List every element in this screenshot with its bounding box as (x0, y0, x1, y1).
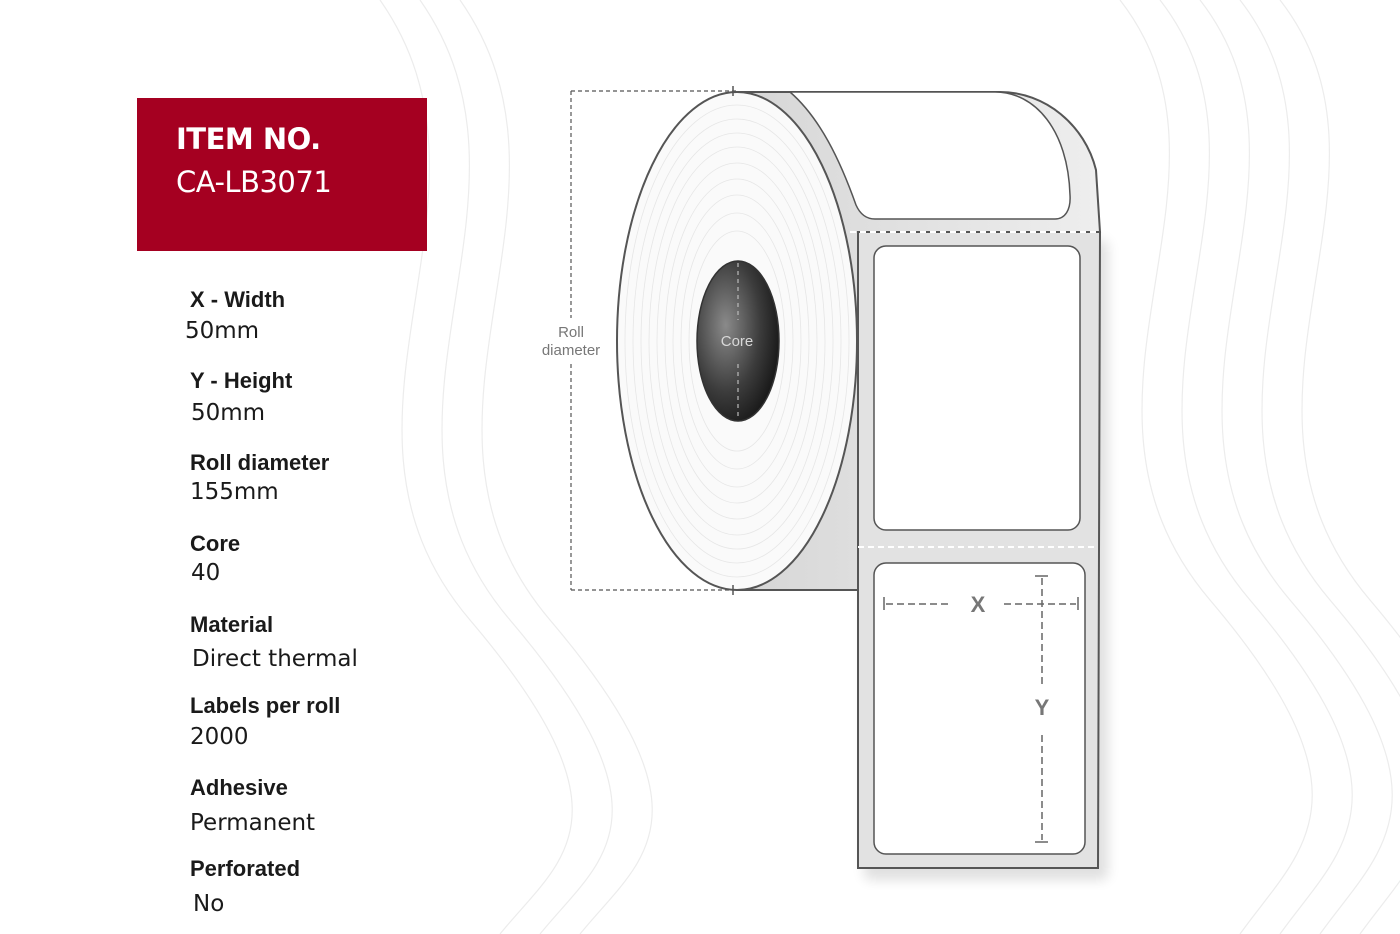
y-dimension-label: Y (1034, 695, 1050, 720)
spec-label-perforated: Perforated (190, 856, 301, 881)
spec-label-adhesive: Adhesive (190, 775, 288, 800)
label-sheet (874, 246, 1080, 530)
roll-diameter-label-line1: Roll (558, 324, 584, 341)
spec-value-width: 50mm (185, 318, 260, 344)
spec-label-labels-per-roll: Labels per roll (190, 693, 341, 718)
spec-label-material: Material (190, 612, 274, 637)
x-dimension-label: X (970, 592, 986, 617)
spec-value-material: Direct thermal (192, 646, 358, 672)
core-label: Core (720, 333, 754, 350)
spec-label-roll-diameter: Roll diameter (190, 450, 330, 475)
spec-label-height: Y - Height (190, 368, 293, 393)
spec-label-core: Core (190, 531, 241, 556)
spec-value-labels-per-roll: 2000 (190, 724, 249, 750)
label-roll-diagram (530, 80, 1120, 890)
roll-diameter-label-line2: diameter (541, 342, 601, 359)
item-number-banner (137, 98, 427, 251)
spec-label-width: X - Width (190, 287, 286, 312)
spec-value-height: 50mm (191, 400, 266, 426)
spec-value-roll-diameter: 155mm (190, 479, 279, 505)
spec-value-core: 40 (191, 560, 221, 586)
spec-value-perforated: No (193, 891, 225, 917)
item-number: CA-LB3071 (176, 165, 332, 199)
spec-value-adhesive: Permanent (190, 810, 316, 836)
item-title: ITEM NO. (176, 122, 321, 156)
